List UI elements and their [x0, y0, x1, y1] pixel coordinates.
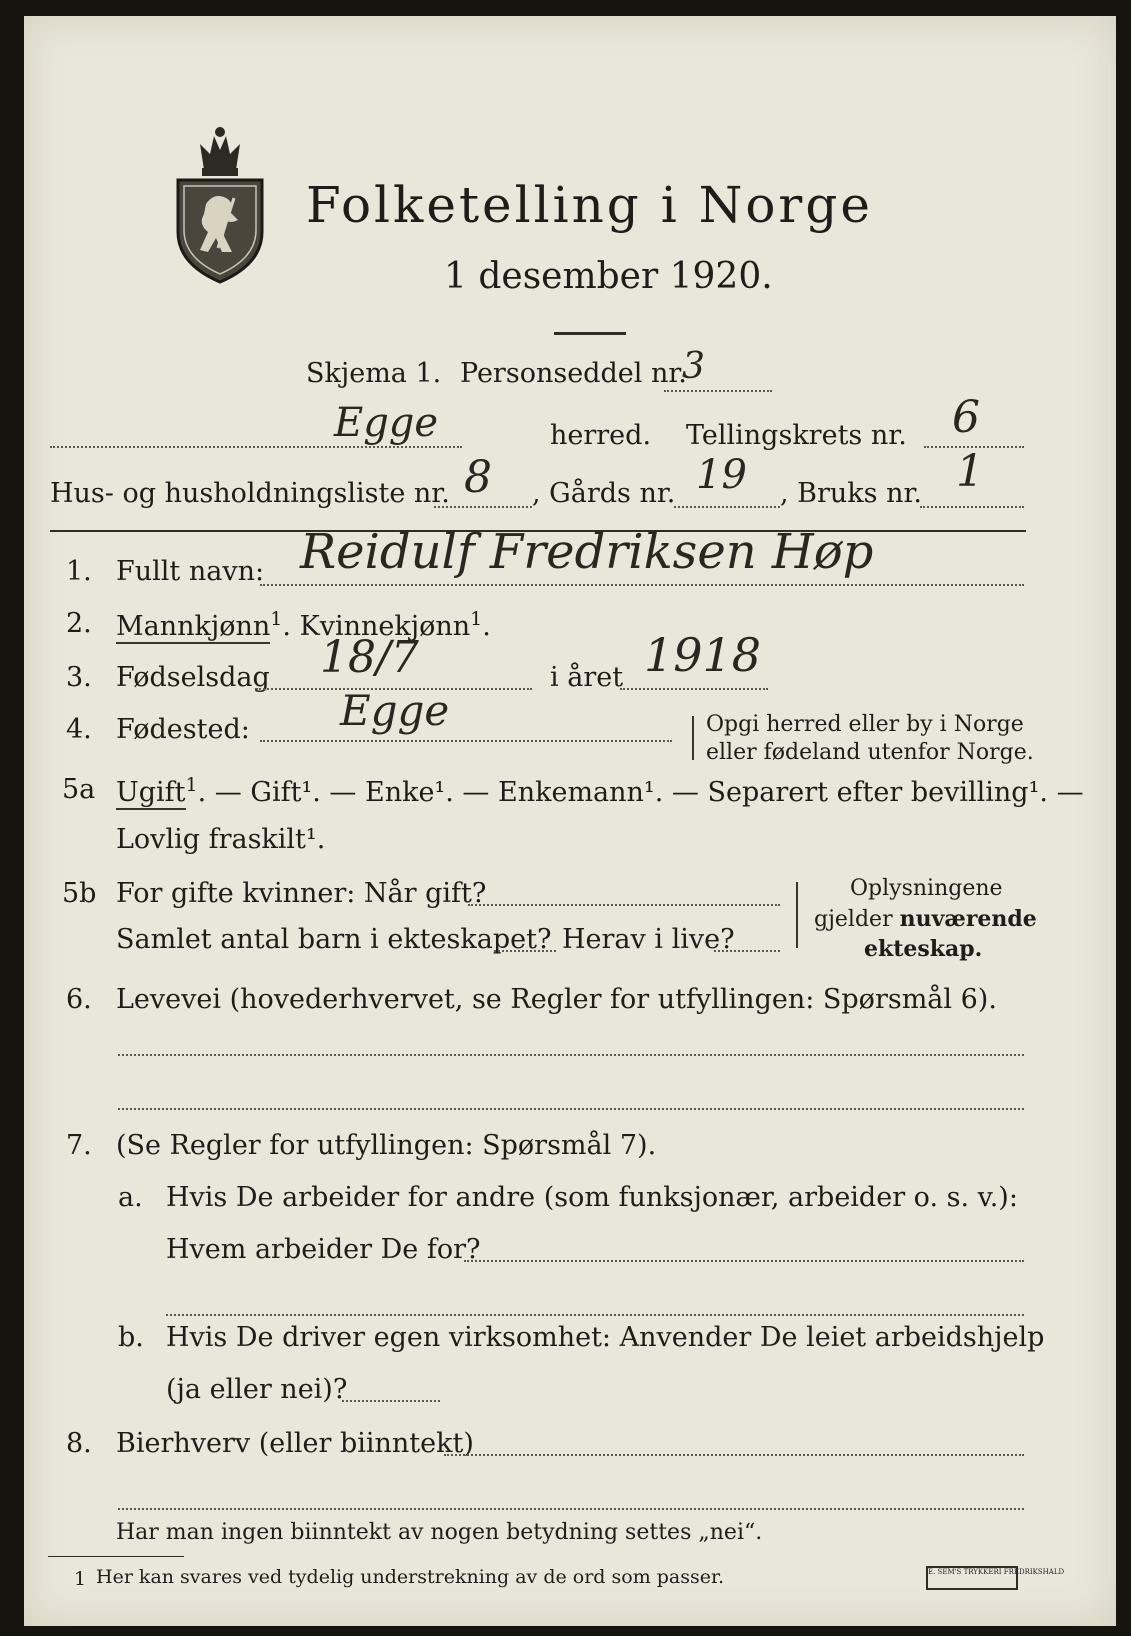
printer-stamp: E. SEM'S TRYKKERI FREDRIKSHALD	[926, 1566, 1018, 1590]
bruks-value[interactable]: 1	[956, 446, 984, 497]
married-when-field[interactable]	[468, 904, 780, 906]
footnote-mark: 1	[74, 1568, 87, 1590]
birthdate-label: Fødselsdag	[116, 662, 270, 693]
birthplace-note-2: eller fødeland utenfor Norge.	[706, 740, 1034, 765]
q2-number: 2.	[66, 608, 92, 639]
employer-field-2[interactable]	[166, 1314, 1024, 1316]
gender-row: Mannkjønn$^1$. Kvinnekjønn$^1$.	[116, 608, 491, 642]
side-income-field-2[interactable]	[118, 1508, 1024, 1510]
q7a-number: a.	[118, 1182, 143, 1213]
lovlig-fraskilt-option[interactable]: Lovlig fraskilt¹.	[116, 824, 326, 855]
birthyear-value[interactable]: 1918	[644, 628, 762, 682]
q1-number: 1.	[66, 556, 92, 587]
ugift-option[interactable]: Ugift	[116, 777, 186, 808]
herred-value[interactable]: Egge	[334, 400, 439, 446]
marriage-note-1: Oplysningene	[850, 876, 1003, 901]
q4-number: 4.	[66, 714, 92, 745]
hus-label: Hus- og husholdningsliste nr.	[50, 478, 450, 509]
married-when-label: For gifte kvinner: Når gift?	[116, 878, 487, 909]
tellingskrets-value[interactable]: 6	[952, 392, 980, 443]
page-title: Folketelling i Norge	[306, 176, 873, 234]
occupation-label: Levevei (hovederhvervet, se Regler for utfyllingen: Spørsmål 6).	[116, 984, 997, 1015]
employer-field[interactable]	[464, 1260, 1024, 1262]
q5b-number: 5b	[62, 878, 97, 909]
birthyear-label: i året	[550, 662, 624, 693]
herred-label: herred.	[550, 420, 652, 451]
q5a-number: 5a	[62, 774, 96, 805]
personseddel-label: Personseddel nr.	[460, 358, 687, 389]
q7b-number: b.	[118, 1322, 144, 1353]
birthplace-value[interactable]: Egge	[340, 686, 450, 735]
birthplace-brace	[692, 716, 694, 760]
schema-label: Skjema 1.	[306, 358, 442, 389]
children-total-label: Samlet antal barn i ekteskapet?	[116, 924, 552, 955]
bruks-label: , Bruks nr.	[780, 478, 923, 509]
marriage-note-2: gjelder nuværende	[814, 906, 1037, 932]
side-income-note: Har man ingen biinntekt av nogen betydning settes „nei“.	[116, 1520, 763, 1545]
hired-help-field[interactable]	[342, 1400, 440, 1402]
footnote-text: Her kan svares ved tydelig understrekning av de ord som passer.	[96, 1566, 725, 1588]
footnote-divider	[48, 1556, 184, 1557]
occupation-field-1[interactable]	[118, 1054, 1024, 1056]
full-name-value[interactable]: Reidulf Fredriksen Høp	[300, 524, 874, 580]
occupation-field-2[interactable]	[118, 1108, 1024, 1110]
children-alive-label: Herav i live?	[562, 924, 735, 955]
census-form-page	[24, 16, 1116, 1626]
hus-value[interactable]: 8	[464, 452, 492, 503]
birthplace-note-1: Opgi herred eller by i Norge	[706, 712, 1024, 737]
male-option[interactable]: Mannkjønn	[116, 611, 271, 642]
q7-label: (Se Regler for utfyllingen: Spørsmål 7).	[116, 1130, 657, 1161]
female-option[interactable]: Kvinnekjønn	[299, 611, 471, 642]
employer-label: Hvem arbeider De for?	[166, 1234, 481, 1265]
hired-help-label: (ja eller nei)?	[166, 1374, 348, 1405]
birthdate-value[interactable]: 18/7	[320, 632, 419, 683]
birthplace-label: Fødested:	[116, 714, 250, 745]
children-alive-field[interactable]	[714, 950, 780, 952]
marriage-note-3: ekteskap.	[864, 936, 983, 962]
norway-coat-of-arms-icon	[174, 124, 266, 284]
gards-value[interactable]: 19	[696, 452, 747, 498]
q3-number: 3.	[66, 662, 92, 693]
side-income-label: Bierhverv (eller biinntekt)	[116, 1428, 474, 1459]
q7-number: 7.	[66, 1130, 92, 1161]
q7a-label: Hvis De arbeider for andre (som funksjonær, arbeider o. s. v.):	[166, 1182, 1018, 1213]
gards-label: , Gårds nr.	[532, 478, 676, 509]
marital-status-row: Ugift$^1$. — Gift¹. — Enke¹. — Enkemann¹. — Separert efter bevilling¹. —	[116, 774, 1084, 808]
marital-options[interactable]: . — Gift¹. — Enke¹. — Enkemann¹. — Separert efter bevilling¹. —	[197, 777, 1084, 808]
census-date: 1 desember 1920.	[444, 256, 773, 297]
q6-number: 6.	[66, 984, 92, 1015]
tellingskrets-label: Tellingskrets nr.	[686, 420, 907, 451]
marriage-brace	[796, 882, 798, 948]
title-divider	[554, 332, 626, 335]
q7b-label: Hvis De driver egen virksomhet: Anvender De leiet arbeidshjelp	[166, 1322, 1045, 1353]
side-income-field[interactable]	[444, 1454, 1024, 1456]
personseddel-value[interactable]: 3	[682, 346, 705, 387]
q8-number: 8.	[66, 1428, 92, 1459]
children-total-field[interactable]	[494, 950, 556, 952]
full-name-label: Fullt navn:	[116, 556, 265, 587]
